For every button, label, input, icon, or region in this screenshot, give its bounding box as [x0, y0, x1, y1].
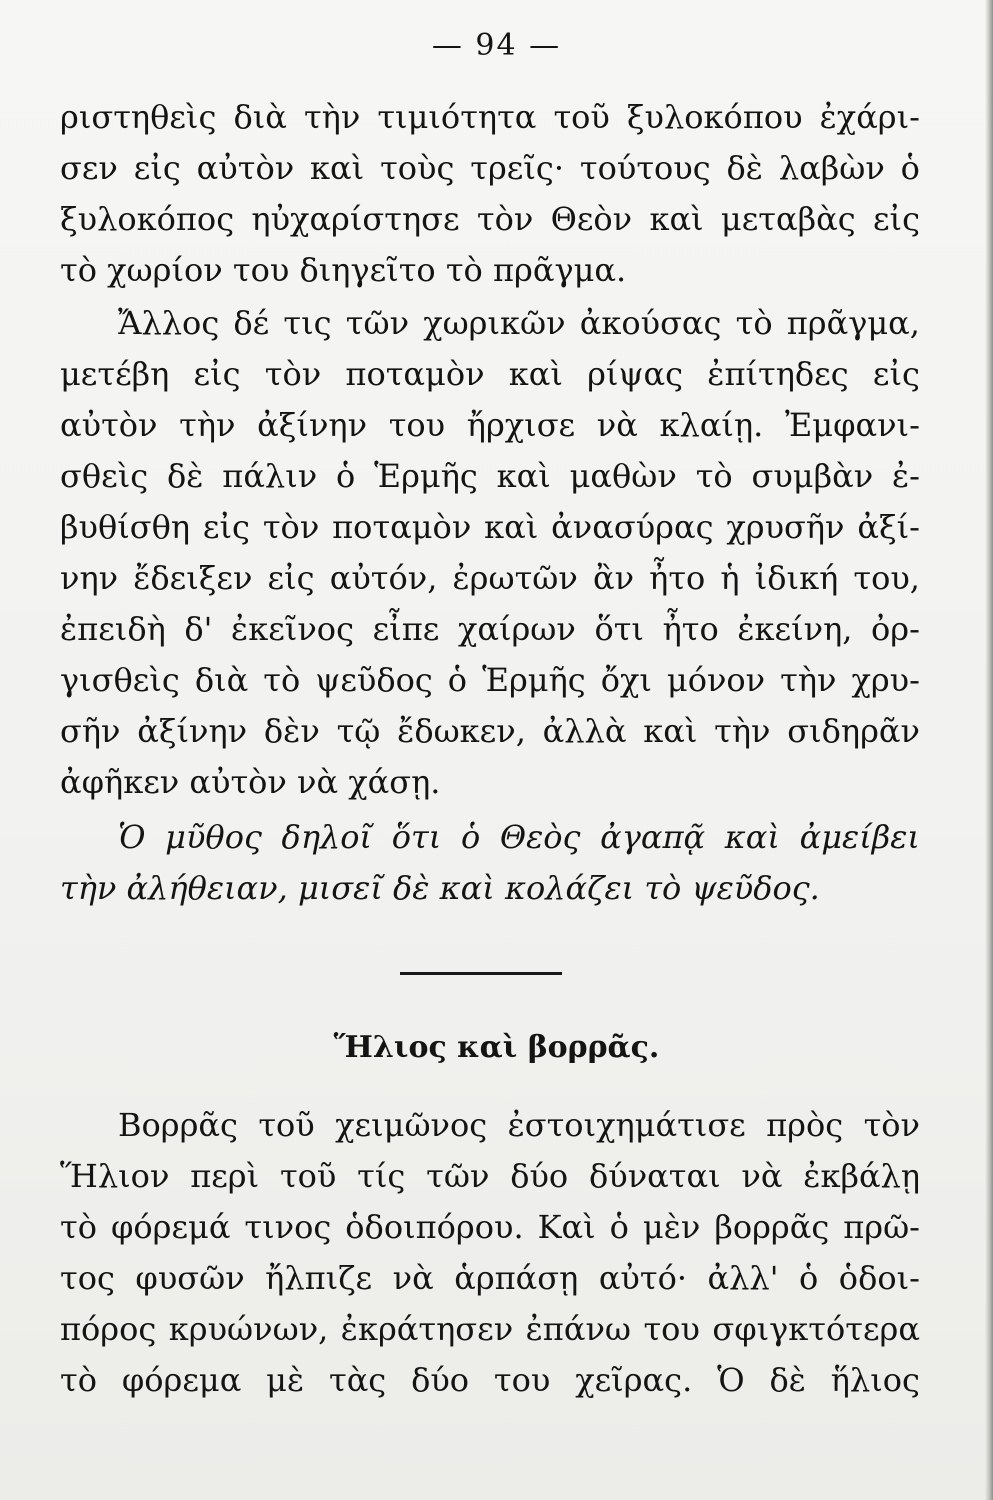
text-line: μετέβη εἰς τὸν ποταμὸν καὶ ρίψας ἐπίτηδες εἰς — [60, 355, 920, 393]
text-line: τὸ χωρίον του διηγεῖτο τὸ πρᾶγμα. — [60, 251, 627, 289]
text-line: σῆν ἀξίνην δὲν τῷ ἔδωκεν, ἀλλὰ καὶ τὴν σιδηρᾶν — [60, 712, 920, 750]
text-line: ἐπειδὴ δ' ἐκεῖνος εἶπε χαίρων ὅτι ἦτο ἐκείνη, ὀρ- — [60, 610, 920, 648]
text-line: ἀφῆκεν αὐτὸν νὰ χάσῃ. — [60, 763, 441, 801]
moral-paragraph — [60, 812, 920, 914]
text-line: σθεὶς δὲ πάλιν ὁ Ἑρμῆς καὶ μαθὼν τὸ συμβὰν ἐ- — [60, 457, 920, 495]
paragraph-1 — [60, 92, 920, 296]
text-line: πόρος κρυώνων, ἐκράτησεν ἐπάνω του σφιγκτότερα — [60, 1310, 920, 1348]
text-line: βυθίσθη εἰς τὸν ποταμὸν καὶ ἀνασύρας χρυσῆν ἀξί- — [60, 508, 920, 546]
text-line: αὐτὸν τὴν ἀξίνην του ἤρχισε νὰ κλαίῃ. Ἐμφανι- — [60, 406, 920, 444]
text-line: νην ἔδειξεν εἰς αὐτόν, ἐρωτῶν ἂν ἦτο ἡ ἰδική του, — [60, 559, 920, 597]
text-line: Βορρᾶς τοῦ χειμῶνος ἐστοιχημάτισε πρὸς τὸν — [118, 1106, 920, 1144]
text-line: Ἄλλος δέ τις τῶν χωρικῶν ἀκούσας τὸ πρᾶγμα, — [118, 304, 920, 342]
text-line: ξυλοκόπος ηὐχαρίστησε τὸν Θεὸν καὶ μεταβὰς εἰς — [60, 200, 920, 238]
section-heading: Ἥλιος καὶ βορρᾶς. — [333, 1030, 660, 1065]
text-line: ριστηθεὶς διὰ τὴν τιμιότητα τοῦ ξυλοκόπου ἐχάρι- — [60, 98, 920, 136]
text-line: γισθεὶς διὰ τὸ ψεῦδος ὁ Ἑρμῆς ὄχι μόνον τὴν χρυ- — [60, 661, 920, 699]
page-edge-shadow — [985, 0, 993, 1500]
text-line: τὸ φόρεμά τινος ὁδοιπόρου. Καὶ ὁ μὲν βορρᾶς πρῶ- — [60, 1208, 920, 1246]
text-line: σεν εἰς αὐτὸν καὶ τοὺς τρεῖς· τούτους δὲ λαβὼν ὁ — [60, 149, 920, 187]
text-line: Ἥλιον περὶ τοῦ τίς τῶν δύο δύναται νὰ ἐκβάλῃ — [60, 1157, 920, 1195]
text-line: τὴν ἀλήθειαν, μισεῖ δὲ καὶ κολάζει τὸ ψεῦδος. — [60, 869, 820, 907]
section-divider — [400, 972, 562, 975]
page-number: — 94 — — [431, 28, 562, 63]
paragraph-3 — [60, 1100, 920, 1406]
text-line: τὸ φόρεμα μὲ τὰς δύο του χεῖρας. Ὁ δὲ ἥλιος — [60, 1361, 920, 1399]
paragraph-2 — [60, 298, 920, 808]
text-line: τος φυσῶν ἤλπιζε νὰ ἁρπάσῃ αὐτό· ἀλλ' ὁ ὁδοι- — [60, 1259, 920, 1297]
text-line: Ὁ μῦθος δηλοῖ ὅτι ὁ Θεὸς ἀγαπᾷ καὶ ἀμείβει — [118, 818, 920, 856]
